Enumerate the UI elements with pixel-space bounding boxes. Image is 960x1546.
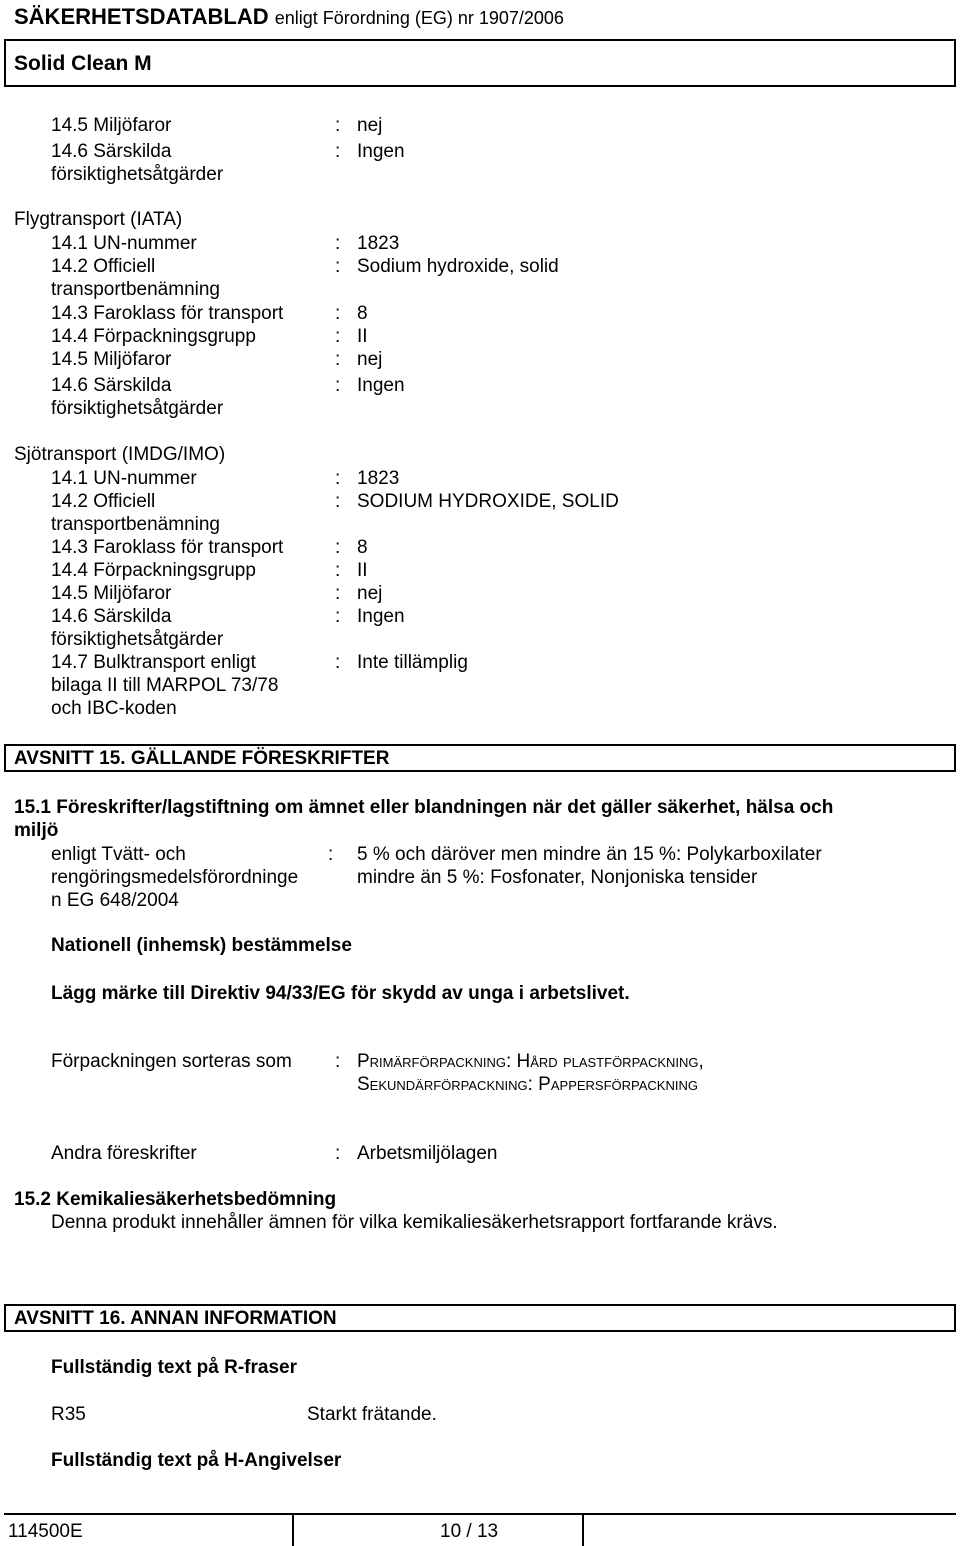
- detergent-label-cont: rengöringsmedelsförordninge: [51, 867, 299, 888]
- national-text: Lägg märke till Direktiv 94/33/EG för skydd av unga i arbetslivet.: [51, 983, 630, 1004]
- footer-mid-cell: [294, 1515, 584, 1546]
- row-label: 14.5 Miljöfaror: [51, 583, 172, 604]
- section-15-2-title: 15.2 Kemikaliesäkerhetsbedömning: [14, 1189, 337, 1210]
- row-label: 14.6 Särskilda: [51, 606, 172, 627]
- footer-page-number: 10 / 13: [440, 1521, 499, 1542]
- detergent-label: enligt Tvätt- och: [51, 844, 186, 865]
- packaging-colon: :: [335, 1051, 341, 1072]
- detergent-label-cont: n EG 648/2004: [51, 890, 179, 911]
- document-title-main: SÄKERHETSDATABLAD: [14, 4, 269, 29]
- row-label: 14.5 Miljöfaror: [51, 349, 172, 370]
- packaging-value-cont: Sekundärförpackning: Pappersförpackning: [357, 1074, 698, 1095]
- product-name: Solid Clean M: [14, 52, 152, 75]
- row-value: Inte tillämplig: [357, 652, 468, 673]
- row-colon: :: [335, 537, 341, 558]
- row-colon: :: [335, 326, 341, 347]
- row-label-cont: och IBC-koden: [51, 698, 177, 719]
- row-value: SODIUM HYDROXIDE, SOLID: [357, 491, 619, 512]
- footer-doc-number: 114500E: [8, 1521, 83, 1542]
- row-colon: :: [335, 652, 341, 673]
- row-value: nej: [357, 115, 383, 136]
- r-phrase-code: R35: [51, 1404, 86, 1425]
- row-label: 14.3 Faroklass för transport: [51, 537, 284, 558]
- row-colon: :: [335, 468, 341, 489]
- row-colon: :: [335, 115, 341, 136]
- row-value: nej: [357, 349, 383, 370]
- other-regulations-colon: :: [335, 1143, 341, 1164]
- r-phrases-heading: Fullständig text på R-fraser: [51, 1357, 297, 1378]
- row-value: Ingen: [357, 606, 405, 627]
- row-label-cont: försiktighetsåtgärder: [51, 164, 224, 185]
- row-label: 14.6 Särskilda: [51, 141, 172, 162]
- row-label: 14.3 Faroklass för transport: [51, 303, 284, 324]
- row-label: 14.6 Särskilda: [51, 375, 172, 396]
- row-colon: :: [335, 491, 341, 512]
- row-colon: :: [335, 560, 341, 581]
- row-value: 1823: [357, 468, 400, 489]
- r-phrase-text: Starkt frätande.: [307, 1404, 437, 1425]
- row-value: 1823: [357, 233, 400, 254]
- row-label: 14.1 UN-nummer: [51, 233, 197, 254]
- row-colon: :: [335, 375, 341, 396]
- row-label: 14.7 Bulktransport enligt: [51, 652, 256, 673]
- row-label: 14.4 Förpackningsgrupp: [51, 560, 256, 581]
- row-label: 14.2 Officiell: [51, 256, 156, 277]
- document-subtitle: enligt Förordning (EG) nr 1907/2006: [274, 8, 564, 28]
- detergent-colon: :: [328, 844, 334, 865]
- row-colon: :: [335, 349, 341, 370]
- imdg-heading: Sjötransport (IMDG/IMO): [14, 444, 226, 465]
- row-colon: :: [335, 233, 341, 254]
- row-value: II: [357, 326, 368, 347]
- other-regulations-label: Andra föreskrifter: [51, 1143, 197, 1164]
- section-15-1-title-cont: miljö: [14, 820, 59, 841]
- row-value: 8: [357, 303, 368, 324]
- row-label: 14.2 Officiell: [51, 491, 156, 512]
- h-statements-heading: Fullständig text på H-Angivelser: [51, 1450, 342, 1471]
- section-16-title: AVSNITT 16. ANNAN INFORMATION: [14, 1308, 337, 1329]
- section-15-title: AVSNITT 15. GÄLLANDE FÖRESKRIFTER: [14, 748, 390, 769]
- packaging-label: Förpackningen sorteras som: [51, 1051, 292, 1072]
- row-value: Ingen: [357, 141, 405, 162]
- row-value: Ingen: [357, 375, 405, 396]
- row-colon: :: [335, 583, 341, 604]
- row-label-cont: transportbenämning: [51, 279, 220, 300]
- row-label: 14.5 Miljöfaror: [51, 115, 172, 136]
- national-heading: Nationell (inhemsk) bestämmelse: [51, 935, 352, 956]
- row-colon: :: [335, 303, 341, 324]
- section-15-1-title: 15.1 Föreskrifter/lagstiftning om ämnet eller blandningen när det gäller säkerhet, hälsa och: [14, 797, 834, 818]
- row-value: 8: [357, 537, 368, 558]
- row-colon: :: [335, 606, 341, 627]
- row-value: Sodium hydroxide, solid: [357, 256, 559, 277]
- document-title: [14, 4, 564, 31]
- row-label-cont: transportbenämning: [51, 514, 220, 535]
- row-label: 14.1 UN-nummer: [51, 468, 197, 489]
- row-value: II: [357, 560, 368, 581]
- row-label-cont: försiktighetsåtgärder: [51, 629, 224, 650]
- row-colon: :: [335, 256, 341, 277]
- row-label-cont: bilaga II till MARPOL 73/78: [51, 675, 279, 696]
- detergent-value-cont: mindre än 5 %: Fosfonater, Nonjoniska tensider: [357, 867, 758, 888]
- row-colon: :: [335, 141, 341, 162]
- row-value: nej: [357, 583, 383, 604]
- section-15-2-text: Denna produkt innehåller ämnen för vilka kemikaliesäkerhetsrapport fortfarande krävs.: [51, 1212, 778, 1233]
- other-regulations-value: Arbetsmiljölagen: [357, 1143, 498, 1164]
- iata-heading: Flygtransport (IATA): [14, 209, 183, 230]
- packaging-value: Primärförpackning: Hård plastförpackning,: [357, 1051, 704, 1072]
- row-label: 14.4 Förpackningsgrupp: [51, 326, 256, 347]
- row-label-cont: försiktighetsåtgärder: [51, 398, 224, 419]
- detergent-value: 5 % och däröver men mindre än 15 %: Polykarboxilater: [357, 844, 822, 865]
